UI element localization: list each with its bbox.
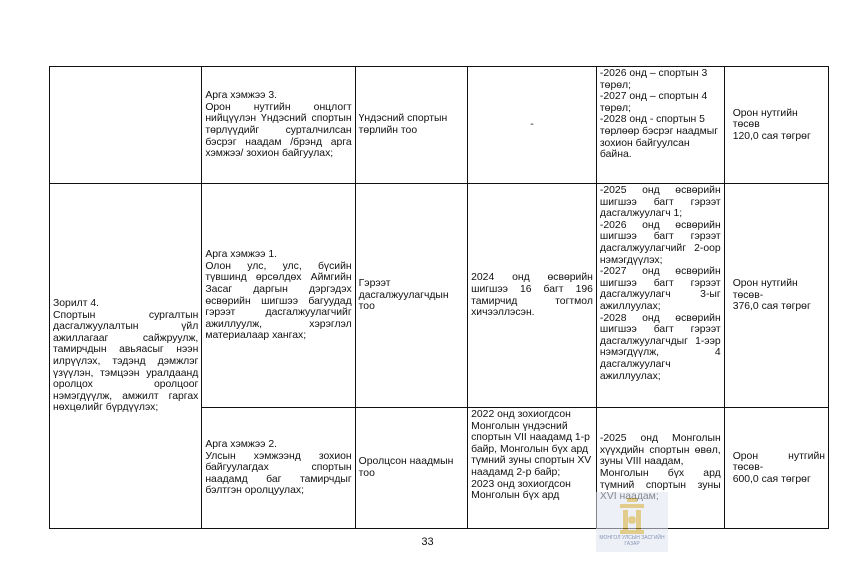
target-line: -2028 онд - спортын 5 төрлөөр бэсрэг наадмыг зохион байгуулсан байна. xyxy=(599,114,719,161)
target-line: -2025 онд Монголын хүүхдийн спортын өвөл, зуны VIII наадам, xyxy=(599,433,721,468)
target-line: -2025 онд өсвөрийн шигшээ багт гэрээт дасгалжуулагч 1; xyxy=(599,185,721,220)
budget-cell: Орон нутгийн төсөв- 376,0 сая төгрөг xyxy=(724,184,828,408)
table-row xyxy=(50,67,829,184)
budget-cell: Орон нутгийн төсөв- 600,0 сая төгрөг xyxy=(724,408,828,529)
baseline-cell xyxy=(468,408,597,529)
baseline-cell: 2024 онд өсвөрийн шигшээ 16 багт 196 тамирчид тогтмол хичээллэсэн. xyxy=(468,184,597,408)
target-cell xyxy=(596,67,724,184)
page-number: 33 xyxy=(421,536,434,548)
goal-cell xyxy=(50,67,202,184)
target-line: -2028 онд өсвөрийн шигшээ багт гэрээт дасгалжуулагчдыг 1-ээр нэмэгдүүлж, 4 дасгалжуулагч ажиллуулах; xyxy=(599,312,721,382)
table-row xyxy=(50,184,829,408)
budget-cell: Орон нутгийн төсөв 120,0 сая төгрөг xyxy=(724,67,828,184)
measure-cell: Арга хэмжээ 1. Олон улс, улс, бүсийн түвшинд өрсөлдөх Аймгийн Засаг даргын дэргэдэх өсвөрийн шигшээ багуудад гэрээт дасгалжуулагчийг ажиллуулж, хэрэглэл материалаар хангах; xyxy=(202,184,355,408)
target-line: -2027 онд – спортын 4 төрөл; xyxy=(599,91,708,114)
indicator-cell: Оролцсон наадмын тоо xyxy=(355,408,467,529)
goal-cell: Зорилт 4. Спортын сургалтын дасгалжуулалтын үйл ажиллагааг сайжруулж, тамирчдын авьяасыг нээн илрүүлэх, тэдэнд дэмжлэг үзүүлэн, тэмцээн уралдаанд оролцох оролцоог нэмэгдүүлж, амжилт гаргах нөхцөлийг бүрдүүлэх; xyxy=(50,184,202,529)
baseline-line: 2023 онд зохиогдсон Монголын бүх ард xyxy=(471,478,571,502)
baseline-line: 2022 онд зохиогдсон Монголын үндэсний спортын VII наадамд 1-р байр, Монголын бүх ард түмний зуны спортын XV наадамд 2-р байр; xyxy=(471,409,592,478)
indicator-cell: Үндэсний спортын төрлийн тоо xyxy=(355,67,467,184)
baseline-cell: - xyxy=(468,67,597,184)
target-line: -2026 онд – спортын 3 төрөл; xyxy=(599,68,708,91)
measure-cell: Арга хэмжээ 2. Улсын хэмжээнд зохион байгуулагдах спортын наадамд баг тамирчдыг бэлтгэн оролцуулах; xyxy=(202,408,355,529)
target-line: Монголын бүх ард түмний спортын зуны xyxy=(599,468,721,491)
target-line: -2027 онд өсвөрийн шигшээ багт гэрээт дасгалжуулагч 3-ыг ажиллуулах; xyxy=(599,266,721,312)
plan-table xyxy=(49,66,829,529)
indicator-cell: Гэрээт дасгалжуулагчдын тоо xyxy=(355,184,467,408)
stamp-text: МОНГОЛ УЛСЫН ЗАСГИЙН ГАЗАР xyxy=(599,535,665,547)
target-cell xyxy=(596,184,724,408)
target-line: -2026 онд өсвөрийн шигшээ багт гэрээт дасгалжуулагчийг 2-оор нэмэгдүүлэх; xyxy=(599,219,721,266)
measure-cell: Арга хэмжээ 3. Орон нутгийн онцлогт нийцүүлэн Үндэсний спортын төрлүүдийг сурталчилсан бэсрэг наадам /брэнд арга хэмжээ/ зохион байгуулах; xyxy=(202,67,355,184)
